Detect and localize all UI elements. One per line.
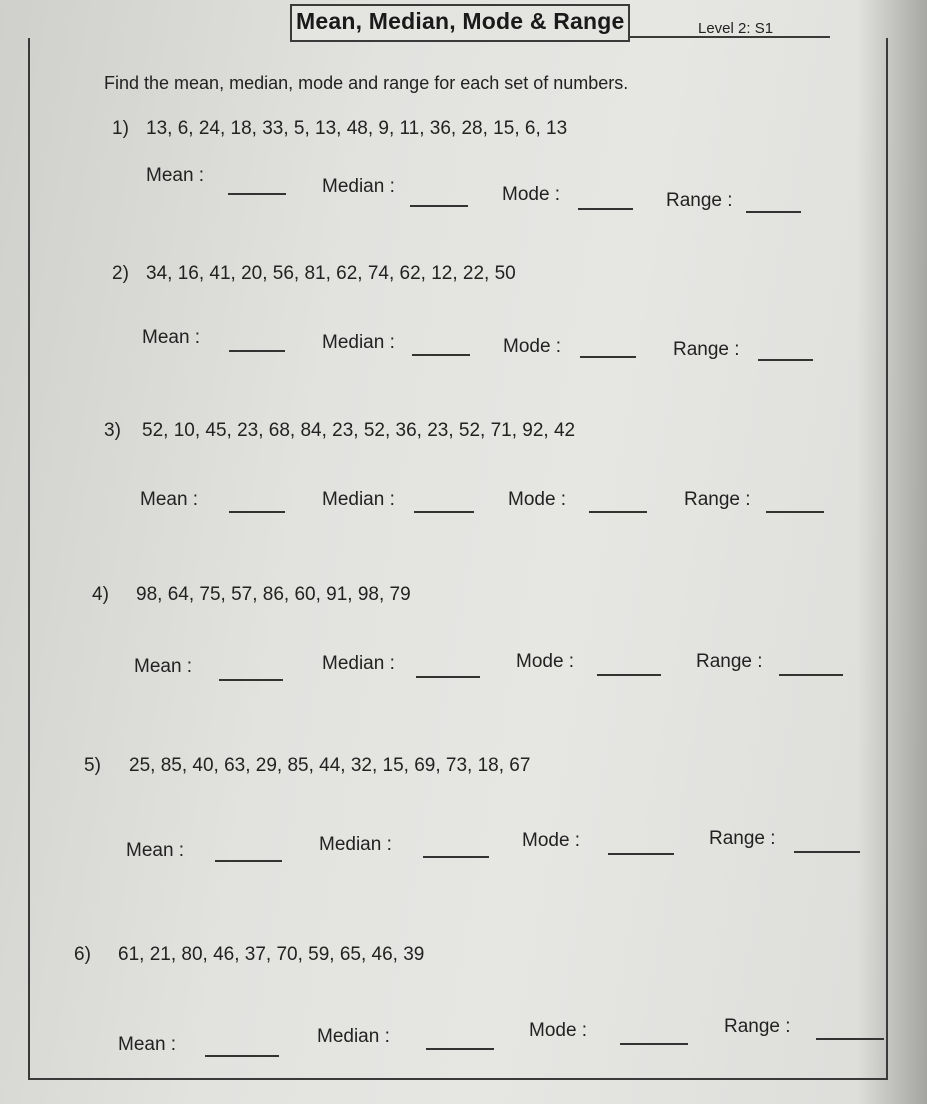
question-3-mean-blank[interactable] (229, 511, 285, 513)
question-6-range-label: Range : (724, 1016, 791, 1037)
question-6-number: 6) (74, 944, 91, 965)
question-4-median-blank[interactable] (416, 676, 480, 678)
question-3-median-label: Median : (322, 489, 395, 510)
level-label: Level 2: S1 (698, 20, 774, 37)
question-4-values: 98, 64, 75, 57, 86, 60, 91, 98, 79 (136, 584, 411, 605)
question-1-values: 13, 6, 24, 18, 33, 5, 13, 48, 9, 11, 36, 28, 15, 6, 13 (146, 118, 568, 139)
question-3-mode-label: Mode : (508, 489, 567, 510)
question-6-values: 61, 21, 80, 46, 37, 70, 59, 65, 46, 39 (118, 944, 425, 965)
question-4-mean-label: Mean : (134, 656, 193, 677)
question-2-values: 34, 16, 41, 20, 56, 81, 62, 74, 62, 12, 22, 50 (146, 263, 516, 284)
question-6-mode-blank[interactable] (620, 1043, 688, 1045)
instructions: Find the mean, median, mode and range for each set of numbers. (104, 73, 629, 93)
question-1-range-label: Range : (666, 190, 733, 211)
question-2-median-label: Median : (322, 332, 395, 353)
question-6-mean-label: Mean : (118, 1034, 177, 1055)
question-1-mean-label: Mean : (146, 165, 205, 186)
question-2-number: 2) (112, 263, 129, 284)
question-2-mode-blank[interactable] (580, 356, 636, 358)
question-5-values: 25, 85, 40, 63, 29, 85, 44, 32, 15, 69, 73, 18, 67 (129, 755, 531, 776)
question-2-median-blank[interactable] (412, 354, 470, 356)
question-6-median-blank[interactable] (426, 1048, 494, 1050)
question-1-range-blank[interactable] (746, 211, 801, 213)
question-5-mean-blank[interactable] (215, 860, 282, 862)
question-6-median-label: Median : (317, 1026, 390, 1047)
worksheet-frame (28, 38, 888, 1080)
question-1-mode-blank[interactable] (578, 208, 633, 210)
question-1-mean-blank[interactable] (228, 193, 286, 195)
question-5-range-blank[interactable] (794, 851, 860, 853)
question-2-range-blank[interactable] (758, 359, 813, 361)
question-5-range-label: Range : (709, 828, 776, 849)
question-4-mode-label: Mode : (516, 651, 575, 672)
question-6-range-blank[interactable] (816, 1038, 884, 1040)
worksheet-title: Mean, Median, Mode & Range (296, 8, 625, 34)
question-1-mode-label: Mode : (502, 184, 561, 205)
question-2-mean-blank[interactable] (229, 350, 285, 352)
question-3-median-blank[interactable] (414, 511, 474, 513)
question-5-number: 5) (84, 755, 101, 776)
question-6-mean-blank[interactable] (205, 1055, 279, 1057)
question-4-mode-blank[interactable] (597, 674, 661, 676)
question-2-range-label: Range : (673, 339, 740, 360)
question-5-mode-label: Mode : (522, 830, 581, 851)
question-2-mean-label: Mean : (142, 327, 201, 348)
question-1-number: 1) (112, 118, 129, 139)
question-2-mode-label: Mode : (503, 336, 562, 357)
question-3-range-label: Range : (684, 489, 751, 510)
question-4-median-label: Median : (322, 653, 395, 674)
question-4-mean-blank[interactable] (219, 679, 283, 681)
question-5-median-blank[interactable] (423, 856, 489, 858)
question-5-median-label: Median : (319, 834, 392, 855)
question-1-median-blank[interactable] (410, 205, 468, 207)
question-3-number: 3) (104, 420, 121, 441)
question-5-mode-blank[interactable] (608, 853, 674, 855)
question-6-mode-label: Mode : (529, 1020, 588, 1041)
question-3-mode-blank[interactable] (589, 511, 647, 513)
question-4-range-label: Range : (696, 651, 763, 672)
question-4-number: 4) (92, 584, 109, 605)
question-5-mean-label: Mean : (126, 840, 185, 861)
question-3-range-blank[interactable] (766, 511, 824, 513)
question-1-median-label: Median : (322, 176, 395, 197)
question-3-values: 52, 10, 45, 23, 68, 84, 23, 52, 36, 23, 52, 71, 92, 42 (142, 420, 576, 441)
question-4-range-blank[interactable] (779, 674, 843, 676)
question-3-mean-label: Mean : (140, 489, 199, 510)
